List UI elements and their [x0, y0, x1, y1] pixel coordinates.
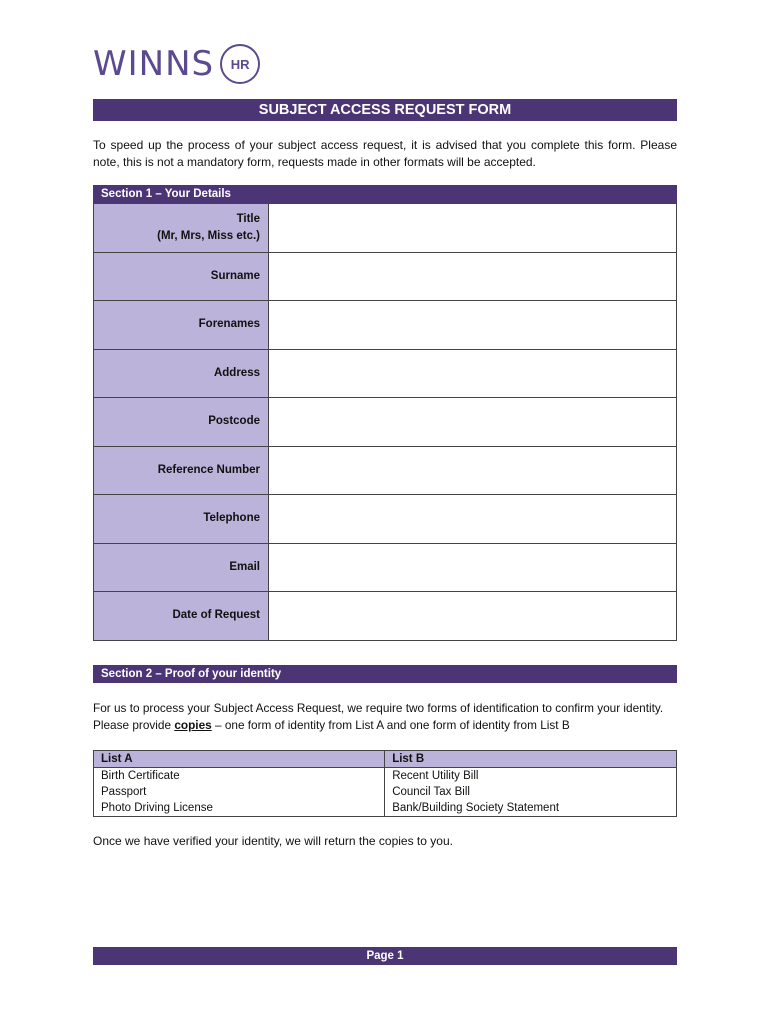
table-row [94, 252, 677, 301]
forenames-field[interactable] [269, 301, 677, 350]
list-a-header: List A [94, 751, 385, 768]
field-label-postcode: Postcode [94, 398, 269, 447]
date-of-request-field[interactable] [269, 592, 677, 641]
intro-paragraph: To speed up the process of your subject access request, it is advised that you complete this form. Please note, this is not a mandatory form, requests made in other formats will be accepted. [93, 138, 677, 169]
id-lists-table [93, 750, 677, 817]
section1-heading: Section 1 – Your Details [93, 185, 677, 203]
table-row [94, 543, 677, 592]
email-field[interactable] [269, 543, 677, 592]
table-row [94, 495, 677, 544]
table-row [94, 768, 677, 785]
table-row [94, 800, 677, 817]
list-b-item: Bank/Building Society Statement [385, 800, 677, 817]
field-label-email: Email [94, 543, 269, 592]
field-label-hint: (Mr, Mrs, Miss etc.) [157, 229, 260, 242]
list-b-item: Council Tax Bill [385, 784, 677, 800]
identity-text-2: – one form of identity from List A and one form of identity from List B [211, 717, 570, 732]
logo-hr-badge: HR [220, 44, 260, 84]
list-a-item: Passport [94, 784, 385, 800]
field-label-date: Date of Request [94, 592, 269, 641]
identity-paragraph [93, 700, 677, 733]
table-row [94, 784, 677, 800]
copies-emphasis: copies [174, 717, 212, 732]
list-b-header: List B [385, 751, 677, 768]
field-label-title [94, 204, 269, 253]
details-table [93, 203, 677, 641]
table-header-row [94, 751, 677, 768]
address-field[interactable] [269, 349, 677, 398]
form-title: SUBJECT ACCESS REQUEST FORM [93, 99, 677, 121]
field-label-telephone: Telephone [94, 495, 269, 544]
closing-paragraph: Once we have verified your identity, we will return the copies to you. [93, 834, 453, 848]
table-row [94, 349, 677, 398]
title-field[interactable] [269, 204, 677, 253]
table-row [94, 398, 677, 447]
company-logo [93, 40, 260, 88]
field-label-surname: Surname [94, 252, 269, 301]
surname-field[interactable] [269, 252, 677, 301]
field-label-reference: Reference Number [94, 446, 269, 495]
list-a-item: Birth Certificate [94, 768, 385, 785]
list-b-item: Recent Utility Bill [385, 768, 677, 785]
reference-number-field[interactable] [269, 446, 677, 495]
identity-text-1: For us to process your Subject Access Request, we require two forms of identification to confirm your identity. Please provide [93, 701, 664, 732]
field-label-address: Address [94, 349, 269, 398]
table-row [94, 301, 677, 350]
field-label-forenames: Forenames [94, 301, 269, 350]
page-footer: Page 1 [93, 947, 677, 965]
table-row [94, 204, 677, 253]
postcode-field[interactable] [269, 398, 677, 447]
list-a-item: Photo Driving License [94, 800, 385, 817]
field-label-text: Title [236, 212, 260, 225]
section2-heading: Section 2 – Proof of your identity [93, 665, 677, 683]
logo-wordmark: WINNS [93, 44, 215, 84]
telephone-field[interactable] [269, 495, 677, 544]
table-row [94, 446, 677, 495]
table-row [94, 592, 677, 641]
